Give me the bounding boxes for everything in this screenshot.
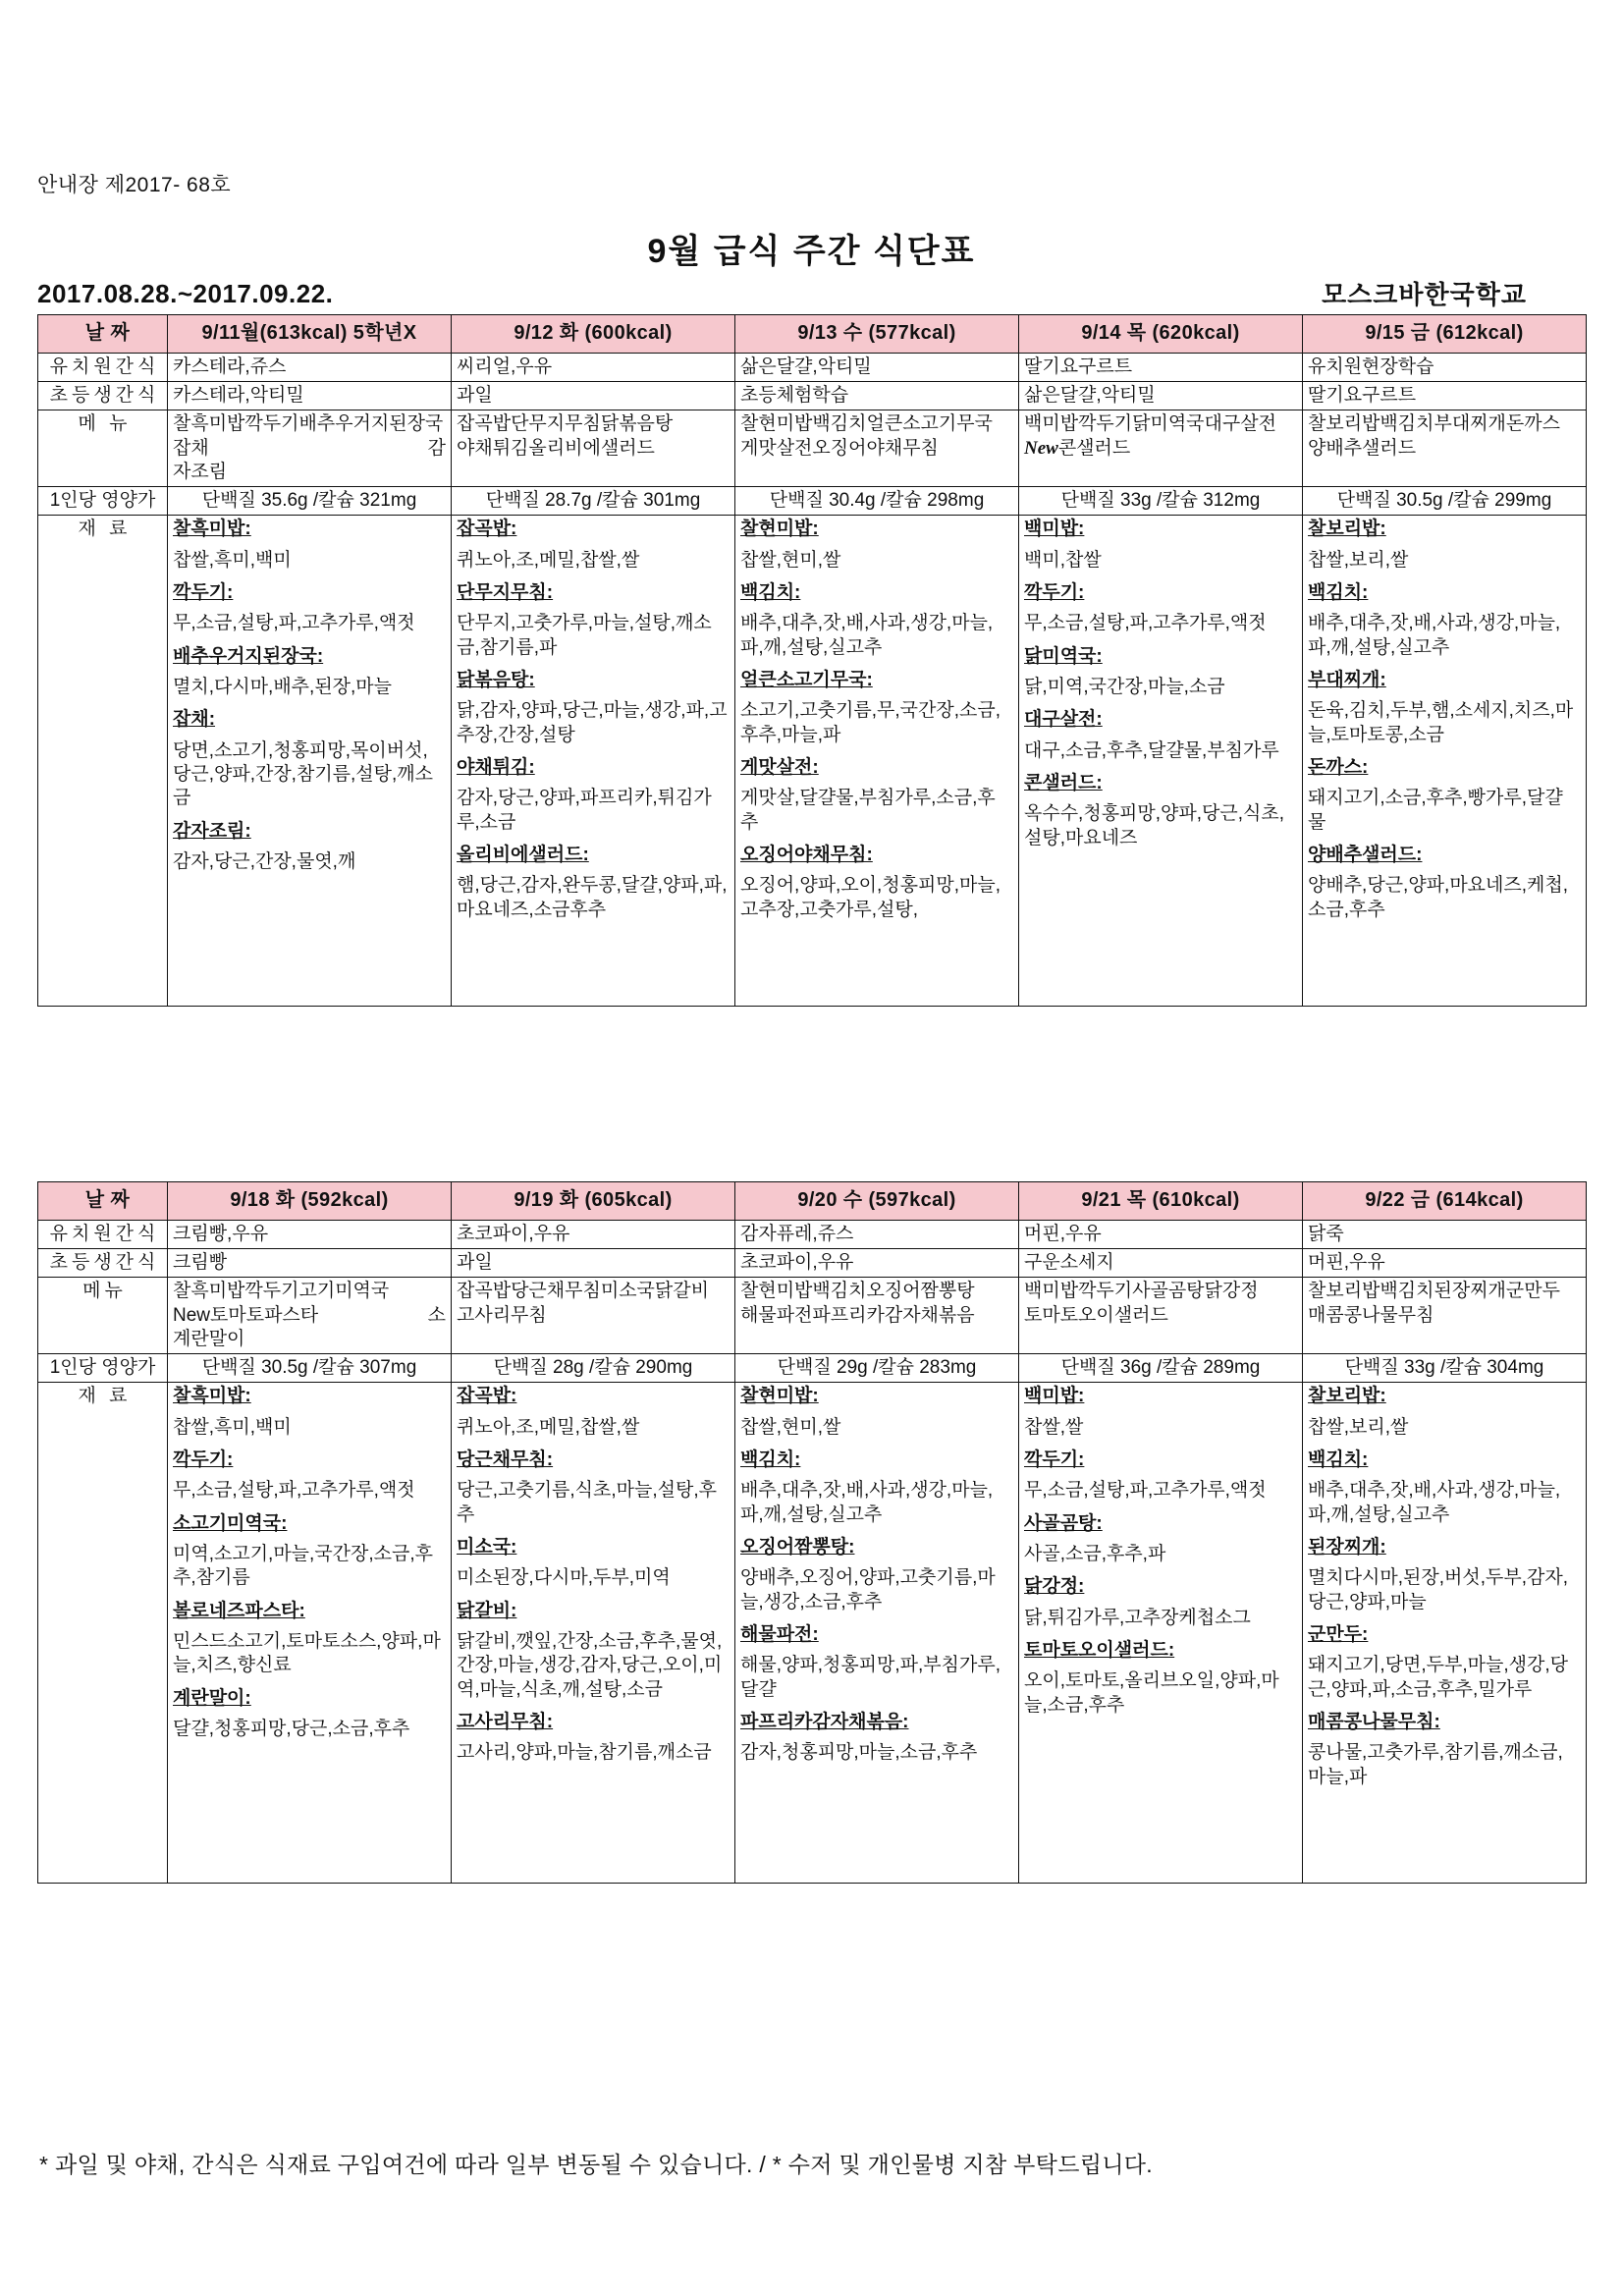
table-header-row <box>38 1182 1587 1221</box>
ingredient-items: 배추,대추,잣,배,사과,생강,마늘,파,깨,설탕,실고추 <box>1308 1480 1561 1525</box>
ingredients-day-5 <box>1303 1383 1587 1884</box>
menu-day-4: 백미밥깍두기닭미역국대구살전New콘샐러드 <box>1019 410 1303 487</box>
header-day-2: 9/12 화 (600kcal) <box>452 315 735 354</box>
ingredient-dish-name: 배추우거지된장국: <box>173 645 324 667</box>
ingredient-dish-name: 당근채무침: <box>457 1449 554 1471</box>
ingredient-items: 닭,튀김가루,고추장케첩소그 <box>1024 1607 1251 1628</box>
menu-day-2: 잡곡밥단무지무침닭볶음탕야채튀김올리비에샐러드 <box>452 410 735 487</box>
ingredient-items: 감자,당근,간장,물엿,깨 <box>173 850 356 872</box>
nutrition-day-3: 단백질 29g /칼슘 283mg <box>735 1354 1019 1383</box>
elementary-snack-day-1: 카스테라,악티밀 <box>168 381 452 410</box>
ingredient-dish-name: 잡곡밥: <box>457 1386 517 1407</box>
ingredient-dish-name: 찰흑미밥: <box>173 519 251 540</box>
ingredient-dish-name: 미소국: <box>457 1537 517 1558</box>
ingredient-dish-name: 닭미역국: <box>1024 645 1103 667</box>
ingredient-items: 감자,청홍피망,마늘,소금,후추 <box>740 1742 978 1764</box>
ingredient-items: 대구,소금,후추,달걀물,부침가루 <box>1024 739 1279 761</box>
ingredient-dish-name: 돈까스: <box>1308 756 1369 778</box>
ingredient-items: 당근,고춧기름,식초,마늘,설탕,후추 <box>457 1480 717 1525</box>
ingredients-day-4 <box>1019 516 1303 1007</box>
ingredient-dish-name: 대구살전: <box>1024 709 1103 731</box>
ingredient-dish-name: 찰현미밥: <box>740 519 819 540</box>
ingredient-dish-name: 야채튀김: <box>457 756 535 778</box>
ingredient-items: 달걀,청홍피망,당근,소금,후추 <box>173 1718 410 1739</box>
row-elementary-snack <box>38 381 1587 410</box>
ingredient-items: 사골,소금,후추,파 <box>1024 1544 1166 1565</box>
ingredient-dish-name: 소고기미역국: <box>173 1512 288 1534</box>
overflow-char: 감 <box>427 437 446 459</box>
ingredient-dish-name: 깍두기: <box>1024 582 1085 604</box>
school-name: 모스크바한국학교 <box>1322 280 1527 309</box>
menu-day-5: 찰보리밥백김치부대찌개돈까스양배추샐러드 <box>1303 410 1587 487</box>
ingredient-dish-name: 양배추샐러드: <box>1308 844 1423 865</box>
header-day-4: 9/21 목 (610kcal) <box>1019 1182 1303 1221</box>
ingredient-items: 찹쌀,현미,쌀 <box>740 549 841 571</box>
elementary-snack-day-1: 크림빵 <box>168 1248 452 1277</box>
ingredient-items: 닭갈비,깻잎,간장,소금,후추,물엿,간장,마늘,생강,감자,당근,오이,미역,마늘,식초,깨,설탕,소금 <box>457 1630 723 1700</box>
ingredient-dish-name: 깍두기: <box>173 1449 234 1471</box>
ingredient-items: 돼지고기,당면,두부,마늘,생강,당근,양파,파,소금,후추,밀가루 <box>1308 1655 1568 1700</box>
elementary-snack-day-3: 초코파이,우유 <box>735 1248 1019 1277</box>
header-date-label: 날 짜 <box>38 1182 168 1221</box>
row-nutrition <box>38 1354 1587 1383</box>
ingredient-items: 돈육,김치,두부,햄,소세지,치즈,마늘,토마토콩,소금 <box>1308 700 1574 745</box>
ingredient-dish-name: 오징어야채무침: <box>740 844 873 865</box>
ingredient-items: 무,소금,설탕,파,고추가루,액젓 <box>173 613 415 634</box>
kinder-snack-day-1: 크림빵,우유 <box>168 1220 452 1248</box>
ingredient-dish-name: 토마토오이샐러드: <box>1024 1639 1175 1661</box>
kinder-snack-day-3: 삶은달걀,악티밀 <box>735 353 1019 381</box>
ingredient-items: 찹쌀,흑미,백미 <box>173 1416 292 1438</box>
ingredient-items: 감자,당근,양파,파프리카,튀김가루,소금 <box>457 788 712 833</box>
ingredients-day-2 <box>452 1383 735 1884</box>
notice-number: 안내장 제2017- 68호 <box>37 174 232 196</box>
row-label-elementary-snack: 초등생간식 <box>38 381 168 410</box>
ingredient-items: 찹쌀,보리,쌀 <box>1308 549 1409 571</box>
menu-day-5: 찰보리밥백김치된장찌개군만두매콤콩나물무침 <box>1303 1278 1587 1354</box>
header-day-3: 9/20 수 (597kcal) <box>735 1182 1019 1221</box>
header-day-4: 9/14 목 (620kcal) <box>1019 315 1303 354</box>
ingredient-dish-name: 게맛살전: <box>740 756 819 778</box>
row-label-ingredients: 재 료 <box>38 516 168 1007</box>
row-label-nutrition: 1인당 영양가 <box>38 487 168 516</box>
ingredient-dish-name: 백미밥: <box>1024 519 1085 540</box>
header-day-5: 9/15 금 (612kcal) <box>1303 315 1587 354</box>
ingredient-dish-name: 잡곡밥: <box>457 519 517 540</box>
nutrition-day-5: 단백질 33g /칼슘 304mg <box>1303 1354 1587 1383</box>
ingredient-dish-name: 올리비에샐러드: <box>457 844 589 865</box>
row-kindergarten-snack <box>38 1220 1587 1248</box>
table-header-row <box>38 315 1587 354</box>
ingredient-items: 찹쌀,현미,쌀 <box>740 1416 841 1438</box>
menu-day-4: 백미밥깍두기사골곰탕닭강정토마토오이샐러드 <box>1019 1278 1303 1354</box>
row-label-nutrition: 1인당 영양가 <box>38 1354 168 1383</box>
nutrition-day-1: 단백질 30.5g /칼슘 307mg <box>168 1354 452 1383</box>
ingredients-day-5 <box>1303 516 1587 1007</box>
row-label-kinder-snack: 유치원간식 <box>38 353 168 381</box>
ingredient-dish-name: 백김치: <box>740 582 801 604</box>
ingredient-items: 멸치다시마,된장,버섯,두부,감자,당근,양파,마늘 <box>1308 1567 1568 1613</box>
ingredient-items: 콩나물,고춧가루,참기름,깨소금,마늘,파 <box>1308 1742 1563 1787</box>
nutrition-day-2: 단백질 28.7g /칼슘 301mg <box>452 487 735 516</box>
row-menu <box>38 410 1587 487</box>
row-label-menu: 메 뉴 <box>38 410 168 487</box>
ingredient-dish-name: 매콤콩나물무침: <box>1308 1711 1440 1732</box>
date-range: 2017.08.28.~2017.09.22. <box>37 279 334 308</box>
ingredient-items: 단무지,고춧가루,마늘,설탕,깨소금,참기름,파 <box>457 613 712 658</box>
elementary-snack-day-4: 구운소세지 <box>1019 1248 1303 1277</box>
menu-day-3: 찰현미밥백김치오징어짬뽕탕해물파전파프리카감자채볶음 <box>735 1278 1019 1354</box>
page-title: 9월 급식 주간 식단표 <box>647 233 976 270</box>
row-ingredients <box>38 1383 1587 1884</box>
ingredient-items: 양배추,당근,양파,마요네즈,케첩,소금,후추 <box>1308 875 1568 920</box>
ingredient-items: 햄,당근,감자,완두콩,달걀,양파,파,마요네즈,소금후추 <box>457 875 728 920</box>
nutrition-day-4: 단백질 33g /칼슘 312mg <box>1019 487 1303 516</box>
ingredient-items: 무,소금,설탕,파,고추가루,액젓 <box>1024 613 1267 634</box>
elementary-snack-day-4: 삶은달걀,악티밀 <box>1019 381 1303 410</box>
ingredient-items: 민스드소고기,토마토소스,양파,마늘,치즈,향신료 <box>173 1630 441 1676</box>
elementary-snack-day-5: 딸기요구르트 <box>1303 381 1587 410</box>
elementary-snack-day-2: 과일 <box>452 381 735 410</box>
ingredient-items: 퀴노아,조,메밀,찹쌀,쌀 <box>457 549 640 571</box>
row-label-kinder-snack: 유치원간식 <box>38 1220 168 1248</box>
ingredient-dish-name: 얼큰소고기무국: <box>740 670 873 691</box>
kinder-snack-day-4: 머핀,우유 <box>1019 1220 1303 1248</box>
kinder-snack-day-2: 씨리얼,우유 <box>452 353 735 381</box>
ingredient-dish-name: 파프리카감자채볶음: <box>740 1711 909 1732</box>
nutrition-day-1: 단백질 35.6g /칼슘 321mg <box>168 487 452 516</box>
header-day-1: 9/11월(613kcal) 5학년X <box>168 315 452 354</box>
ingredients-day-4 <box>1019 1383 1303 1884</box>
nutrition-day-3: 단백질 30.4g /칼슘 298mg <box>735 487 1019 516</box>
header-day-5: 9/22 금 (614kcal) <box>1303 1182 1587 1221</box>
ingredient-dish-name: 된장찌개: <box>1308 1537 1386 1558</box>
ingredient-items: 찹쌀,흑미,백미 <box>173 549 292 571</box>
ingredient-items: 고사리,양파,마늘,참기름,깨소금 <box>457 1742 712 1764</box>
ingredient-dish-name: 잡채: <box>173 709 216 731</box>
ingredient-items: 무,소금,설탕,파,고추가루,액젓 <box>1024 1480 1267 1502</box>
ingredients-day-1 <box>168 516 452 1007</box>
header-date-label: 날 짜 <box>38 315 168 354</box>
ingredient-items: 소고기,고춧기름,무,국간장,소금,후추,마늘,파 <box>740 700 1001 745</box>
ingredient-dish-name: 사골곰탕: <box>1024 1512 1103 1534</box>
ingredient-items: 옥수수,청홍피망,양파,당근,식초,설탕,마요네즈 <box>1024 803 1284 848</box>
weekly-menu-table-week2 <box>37 1181 1587 1884</box>
ingredient-dish-name: 콘샐러드: <box>1024 772 1103 793</box>
ingredients-day-2 <box>452 516 735 1007</box>
ingredient-items: 백미,찹쌀 <box>1024 549 1102 571</box>
ingredient-dish-name: 군만두: <box>1308 1623 1369 1645</box>
ingredient-dish-name: 찰흑미밥: <box>173 1386 251 1407</box>
menu-day-2: 잡곡밥당근채무침미소국닭갈비고사리무침 <box>452 1278 735 1354</box>
ingredient-items: 오징어,양파,오이,청홍피망,마늘,고추장,고춧가루,설탕, <box>740 875 1001 920</box>
ingredient-items: 퀴노아,조,메밀,찹쌀,쌀 <box>457 1416 640 1438</box>
footnote: * 과일 및 야채, 간식은 식재료 구입여건에 따라 일부 변동될 수 있습니다. / * 수저 및 개인물병 지참 부탁드립니다. <box>39 2152 1153 2177</box>
kinder-snack-day-3: 감자퓨레,쥬스 <box>735 1220 1019 1248</box>
kinder-snack-day-4: 딸기요구르트 <box>1019 353 1303 381</box>
subheader <box>37 279 1586 310</box>
ingredient-items: 미역,소고기,마늘,국간장,소금,후추,참기름 <box>173 1544 433 1589</box>
ingredient-dish-name: 찰보리밥: <box>1308 1386 1386 1407</box>
header-day-2: 9/19 화 (605kcal) <box>452 1182 735 1221</box>
menu-day-3: 찰현미밥백김치얼큰소고기무국게맛살전오징어야채무침 <box>735 410 1019 487</box>
header-day-3: 9/13 수 (577kcal) <box>735 315 1019 354</box>
ingredient-dish-name: 찰보리밥: <box>1308 519 1386 540</box>
elementary-snack-day-5: 머핀,우유 <box>1303 1248 1587 1277</box>
ingredient-items: 양배추,오징어,양파,고춧기름,마늘,생강,소금,후추 <box>740 1567 996 1613</box>
row-elementary-snack <box>38 1248 1587 1277</box>
ingredient-dish-name: 볼로네즈파스타: <box>173 1600 305 1621</box>
menu-day-1: 찰흑미밥깍두기고기미역국 New토마토파스타 소 계란말이 <box>168 1278 452 1354</box>
ingredient-items: 무,소금,설탕,파,고추가루,액젓 <box>173 1480 415 1502</box>
nutrition-day-5: 단백질 30.5g /칼슘 299mg <box>1303 487 1587 516</box>
row-nutrition <box>38 487 1587 516</box>
ingredient-dish-name: 단무지무침: <box>457 582 554 604</box>
ingredient-dish-name: 감자조림: <box>173 820 251 842</box>
ingredient-items: 오이,토마토,올리브오일,양파,마늘,소금,후추 <box>1024 1670 1279 1716</box>
kinder-snack-day-5: 닭죽 <box>1303 1220 1587 1248</box>
ingredient-dish-name: 깍두기: <box>1024 1449 1085 1471</box>
weekly-menu-table-week1 <box>37 314 1587 1007</box>
overflow-char: 소 <box>427 1304 446 1326</box>
ingredients-day-3 <box>735 516 1019 1007</box>
row-label-menu: 메뉴 <box>38 1278 168 1354</box>
nutrition-day-4: 단백질 36g /칼슘 289mg <box>1019 1354 1303 1383</box>
ingredients-day-3 <box>735 1383 1019 1884</box>
ingredient-items: 배추,대추,잣,배,사과,생강,마늘,파,깨,설탕,실고추 <box>740 1480 994 1525</box>
header-day-1: 9/18 화 (592kcal) <box>168 1182 452 1221</box>
kinder-snack-day-1: 카스테라,쥬스 <box>168 353 452 381</box>
ingredient-items: 돼지고기,소금,후추,빵가루,달걀물 <box>1308 788 1563 833</box>
ingredient-dish-name: 백김치: <box>740 1449 801 1471</box>
ingredient-dish-name: 깍두기: <box>173 582 234 604</box>
kinder-snack-day-5: 유치원현장학습 <box>1303 353 1587 381</box>
ingredient-dish-name: 닭갈비: <box>457 1600 517 1621</box>
ingredient-dish-name: 닭볶음탕: <box>457 670 535 691</box>
ingredient-items: 찹쌀,쌀 <box>1024 1416 1084 1438</box>
row-ingredients <box>38 516 1587 1007</box>
elementary-snack-day-2: 과일 <box>452 1248 735 1277</box>
ingredient-dish-name: 백김치: <box>1308 1449 1369 1471</box>
ingredients-day-1 <box>168 1383 452 1884</box>
ingredient-dish-name: 오징어짬뽕탕: <box>740 1537 855 1558</box>
ingredient-dish-name: 부대찌개: <box>1308 670 1386 691</box>
ingredient-dish-name: 찰현미밥: <box>740 1386 819 1407</box>
new-badge: New <box>1024 437 1058 459</box>
row-menu <box>38 1278 1587 1354</box>
kinder-snack-day-2: 초코파이,우유 <box>452 1220 735 1248</box>
menu-day-1: 찰흑미밥깍두기배추우거지된장국 잡채 감 자조림 <box>168 410 452 487</box>
ingredient-items: 배추,대추,잣,배,사과,생강,마늘,파,깨,설탕,실고추 <box>740 613 994 658</box>
ingredient-items: 미소된장,다시마,두부,미역 <box>457 1567 671 1589</box>
ingredient-dish-name: 고사리무침: <box>457 1711 554 1732</box>
row-label-elementary-snack: 초등생간식 <box>38 1248 168 1277</box>
ingredient-items: 닭,미역,국간장,마늘,소금 <box>1024 677 1225 698</box>
ingredient-items: 당면,소고기,청홍피망,목이버섯,당근,양파,간장,참기름,설탕,깨소금 <box>173 739 433 809</box>
ingredient-items: 멸치,다시마,배추,된장,마늘 <box>173 677 393 698</box>
elementary-snack-day-3: 초등체험학습 <box>735 381 1019 410</box>
ingredient-dish-name: 해물파전: <box>740 1623 819 1645</box>
row-kindergarten-snack <box>38 353 1587 381</box>
row-label-ingredients: 재 료 <box>38 1383 168 1884</box>
ingredient-dish-name: 백미밥: <box>1024 1386 1085 1407</box>
ingredient-items: 닭,감자,양파,당근,마늘,생강,파,고추장,간장,설탕 <box>457 700 728 745</box>
nutrition-day-2: 단백질 28g /칼슘 290mg <box>452 1354 735 1383</box>
ingredient-items: 게맛살,달걀물,부침가루,소금,후추 <box>740 788 996 833</box>
ingredient-dish-name: 백김치: <box>1308 582 1369 604</box>
ingredient-items: 찹쌀,보리,쌀 <box>1308 1416 1409 1438</box>
ingredient-dish-name: 닭강정: <box>1024 1576 1085 1598</box>
ingredient-dish-name: 계란말이: <box>173 1687 251 1709</box>
ingredient-items: 배추,대추,잣,배,사과,생강,마늘,파,깨,설탕,실고추 <box>1308 613 1561 658</box>
ingredient-items: 해물,양파,청홍피망,파,부침가루,달걀 <box>740 1655 1001 1700</box>
